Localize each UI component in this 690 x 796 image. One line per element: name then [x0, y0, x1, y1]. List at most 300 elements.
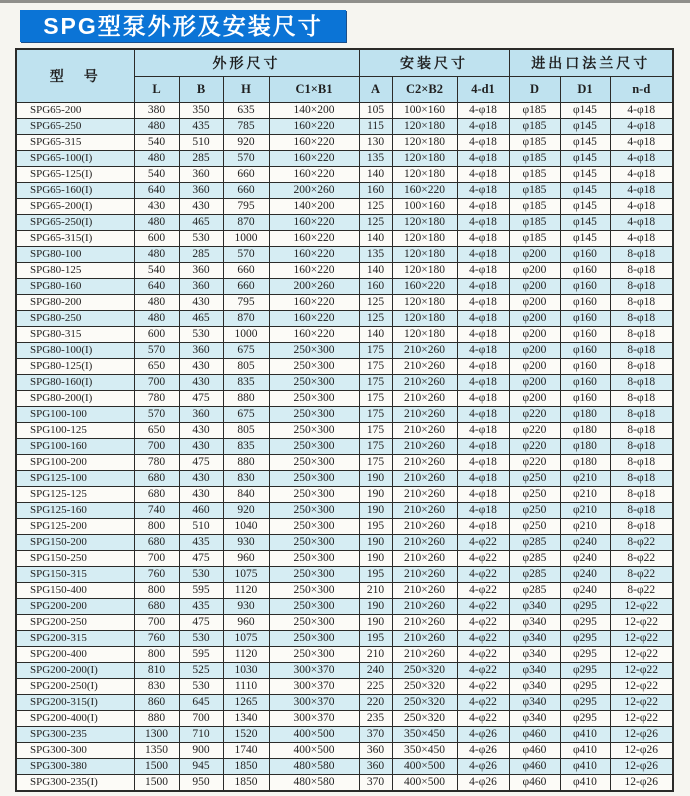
value-cell: φ410 [560, 743, 610, 759]
value-cell: 160×220 [269, 215, 359, 231]
model-cell: SPG300-235(I) [16, 775, 134, 792]
model-cell: SPG150-200 [16, 535, 134, 551]
value-cell: 210×260 [392, 423, 457, 439]
value-cell: 360 [359, 743, 392, 759]
table-row [16, 295, 673, 311]
value-cell: 4-φ18 [457, 199, 509, 215]
value-cell: 210×260 [392, 439, 457, 455]
table-row [16, 103, 673, 119]
table-row [16, 519, 673, 535]
table-row [16, 215, 673, 231]
value-cell: 540 [134, 263, 179, 279]
value-cell: 120×180 [392, 151, 457, 167]
value-cell: 960 [223, 551, 269, 567]
value-cell: 4-φ18 [457, 103, 509, 119]
value-cell: 210 [359, 647, 392, 663]
value-cell: 780 [134, 391, 179, 407]
table-row [16, 679, 673, 695]
value-cell: 175 [359, 455, 392, 471]
table-row [16, 583, 673, 599]
value-cell: 4-φ18 [610, 199, 673, 215]
table-row [16, 535, 673, 551]
value-cell: 8-φ18 [610, 487, 673, 503]
value-cell: 400×500 [392, 775, 457, 792]
model-cell: SPG65-200 [16, 103, 134, 119]
value-cell: 210×260 [392, 631, 457, 647]
value-cell: 4-φ18 [457, 151, 509, 167]
value-cell: 175 [359, 391, 392, 407]
value-cell: φ295 [560, 695, 610, 711]
value-cell: 250×300 [269, 423, 359, 439]
value-cell: 200×260 [269, 279, 359, 295]
value-cell: φ180 [560, 455, 610, 471]
value-cell: 285 [179, 247, 223, 263]
value-cell: 880 [223, 455, 269, 471]
value-cell: 300×370 [269, 679, 359, 695]
column-header-L: L [134, 77, 179, 103]
value-cell: φ410 [560, 759, 610, 775]
value-cell: 795 [223, 199, 269, 215]
value-cell: 250×300 [269, 631, 359, 647]
value-cell: φ180 [560, 439, 610, 455]
value-cell: 4-φ18 [457, 327, 509, 343]
column-group-installation-dimensions: 安装尺寸 [359, 49, 509, 77]
value-cell: φ160 [560, 279, 610, 295]
column-group-flange-dimensions: 进出口法兰尺寸 [509, 49, 673, 77]
value-cell: 160×220 [269, 327, 359, 343]
value-cell: φ185 [509, 151, 560, 167]
model-cell: SPG125-200 [16, 519, 134, 535]
column-header-4-d1: 4-d1 [457, 77, 509, 103]
value-cell: 640 [134, 279, 179, 295]
value-cell: 525 [179, 663, 223, 679]
value-cell: 4-φ18 [610, 183, 673, 199]
value-cell: 4-φ22 [457, 567, 509, 583]
value-cell: 8-φ22 [610, 551, 673, 567]
table-row [16, 391, 673, 407]
value-cell: 510 [179, 135, 223, 151]
value-cell: 4-φ26 [457, 775, 509, 792]
value-cell: φ185 [509, 135, 560, 151]
value-cell: φ210 [560, 487, 610, 503]
value-cell: 430 [179, 359, 223, 375]
value-cell: 530 [179, 231, 223, 247]
value-cell: φ285 [509, 567, 560, 583]
value-cell: 930 [223, 599, 269, 615]
value-cell: 120×180 [392, 215, 457, 231]
value-cell: 250×300 [269, 391, 359, 407]
value-cell: 570 [134, 407, 179, 423]
value-cell: φ160 [560, 295, 610, 311]
value-cell: 120×180 [392, 311, 457, 327]
value-cell: 8-φ22 [610, 583, 673, 599]
value-cell: 4-φ18 [457, 311, 509, 327]
value-cell: 540 [134, 167, 179, 183]
value-cell: 700 [134, 551, 179, 567]
table-row [16, 631, 673, 647]
value-cell: 12-φ22 [610, 711, 673, 727]
value-cell: φ285 [509, 535, 560, 551]
value-cell: φ160 [560, 263, 610, 279]
value-cell: 210×260 [392, 551, 457, 567]
value-cell: 135 [359, 151, 392, 167]
value-cell: 4-φ18 [457, 455, 509, 471]
value-cell: 190 [359, 551, 392, 567]
value-cell: 285 [179, 151, 223, 167]
value-cell: 220 [359, 695, 392, 711]
value-cell: 12-φ22 [610, 647, 673, 663]
value-cell: 190 [359, 615, 392, 631]
value-cell: 4-φ18 [457, 215, 509, 231]
model-cell: SPG80-315 [16, 327, 134, 343]
value-cell: φ145 [560, 119, 610, 135]
model-cell: SPG65-200(I) [16, 199, 134, 215]
value-cell: φ200 [509, 263, 560, 279]
value-cell: φ200 [509, 327, 560, 343]
value-cell: 480 [134, 151, 179, 167]
value-cell: 250×300 [269, 615, 359, 631]
column-header-D1: D1 [560, 77, 610, 103]
value-cell: φ240 [560, 551, 610, 567]
value-cell: 1500 [134, 759, 179, 775]
value-cell: 8-φ18 [610, 471, 673, 487]
value-cell: 240 [359, 663, 392, 679]
value-cell: φ340 [509, 679, 560, 695]
table-row [16, 615, 673, 631]
column-header-H: H [223, 77, 269, 103]
table-row [16, 231, 673, 247]
value-cell: 250×300 [269, 359, 359, 375]
column-header-D: D [509, 77, 560, 103]
value-cell: 1000 [223, 231, 269, 247]
value-cell: 920 [223, 503, 269, 519]
value-cell: 430 [179, 375, 223, 391]
value-cell: 125 [359, 215, 392, 231]
value-cell: 300×370 [269, 711, 359, 727]
value-cell: 175 [359, 439, 392, 455]
table-row [16, 327, 673, 343]
value-cell: 920 [223, 135, 269, 151]
value-cell: 4-φ18 [610, 135, 673, 151]
value-cell: 8-φ22 [610, 567, 673, 583]
model-cell: SPG125-100 [16, 471, 134, 487]
value-cell: 460 [179, 503, 223, 519]
value-cell: 210×260 [392, 583, 457, 599]
model-cell: SPG200-400(I) [16, 711, 134, 727]
value-cell: 210×260 [392, 407, 457, 423]
table-row [16, 199, 673, 215]
spec-table [15, 48, 674, 792]
model-cell: SPG200-250(I) [16, 679, 134, 695]
value-cell: 100×160 [392, 103, 457, 119]
value-cell: 4-φ18 [457, 279, 509, 295]
value-cell: 1500 [134, 775, 179, 792]
value-cell: φ285 [509, 583, 560, 599]
table-row [16, 279, 673, 295]
value-cell: 400×500 [269, 743, 359, 759]
value-cell: 4-φ18 [457, 423, 509, 439]
value-cell: 4-φ18 [457, 391, 509, 407]
table-row [16, 599, 673, 615]
value-cell: 210×260 [392, 615, 457, 631]
value-cell: φ340 [509, 599, 560, 615]
value-cell: 840 [223, 487, 269, 503]
value-cell: 4-φ18 [457, 519, 509, 535]
value-cell: 370 [359, 775, 392, 792]
value-cell: φ160 [560, 359, 610, 375]
value-cell: 430 [179, 423, 223, 439]
value-cell: 660 [223, 183, 269, 199]
value-cell: 12-φ26 [610, 727, 673, 743]
page-title [20, 10, 346, 42]
value-cell: φ250 [509, 519, 560, 535]
value-cell: 4-φ18 [457, 135, 509, 151]
value-cell: 1340 [223, 711, 269, 727]
value-cell: 4-φ26 [457, 759, 509, 775]
value-cell: 430 [134, 199, 179, 215]
value-cell: φ160 [560, 391, 610, 407]
value-cell: 480 [134, 215, 179, 231]
value-cell: 250×300 [269, 535, 359, 551]
value-cell: φ160 [560, 343, 610, 359]
table-row [16, 343, 673, 359]
value-cell: φ295 [560, 711, 610, 727]
value-cell: 430 [179, 439, 223, 455]
value-cell: 350×450 [392, 727, 457, 743]
value-cell: 210×260 [392, 503, 457, 519]
value-cell: 570 [223, 151, 269, 167]
value-cell: 530 [179, 327, 223, 343]
value-cell: 830 [134, 679, 179, 695]
value-cell: φ200 [509, 375, 560, 391]
value-cell: φ220 [509, 423, 560, 439]
value-cell: 650 [134, 359, 179, 375]
table-row [16, 503, 673, 519]
model-cell: SPG200-315 [16, 631, 134, 647]
value-cell: 1075 [223, 567, 269, 583]
value-cell: φ460 [509, 727, 560, 743]
value-cell: 210×260 [392, 471, 457, 487]
value-cell: φ340 [509, 695, 560, 711]
value-cell: 12-φ22 [610, 615, 673, 631]
value-cell: 100×160 [392, 199, 457, 215]
value-cell: 160×220 [269, 151, 359, 167]
value-cell: 12-φ22 [610, 631, 673, 647]
value-cell: 360 [179, 167, 223, 183]
value-cell: 8-φ18 [610, 295, 673, 311]
model-cell: SPG65-100(I) [16, 151, 134, 167]
value-cell: 12-φ26 [610, 759, 673, 775]
value-cell: 860 [134, 695, 179, 711]
model-cell: SPG300-380 [16, 759, 134, 775]
page-title-text: SPG型泵外形及安装尺寸 [43, 13, 323, 39]
value-cell: φ210 [560, 503, 610, 519]
value-cell: φ240 [560, 583, 610, 599]
value-cell: 805 [223, 359, 269, 375]
value-cell: 4-φ22 [457, 711, 509, 727]
value-cell: 4-φ18 [457, 439, 509, 455]
table-row [16, 423, 673, 439]
value-cell: 1110 [223, 679, 269, 695]
value-cell: 830 [223, 471, 269, 487]
value-cell: 175 [359, 423, 392, 439]
value-cell: φ185 [509, 167, 560, 183]
value-cell: 430 [179, 487, 223, 503]
value-cell: 210×260 [392, 535, 457, 551]
value-cell: 570 [223, 247, 269, 263]
value-cell: φ145 [560, 135, 610, 151]
value-cell: 8-φ18 [610, 247, 673, 263]
value-cell: 4-φ18 [457, 407, 509, 423]
value-cell: φ210 [560, 471, 610, 487]
table-header [16, 49, 673, 103]
value-cell: 4-φ22 [457, 695, 509, 711]
value-cell: 1120 [223, 647, 269, 663]
table-row [16, 647, 673, 663]
value-cell: 400×500 [269, 727, 359, 743]
value-cell: 785 [223, 119, 269, 135]
table-row [16, 487, 673, 503]
value-cell: 210×260 [392, 359, 457, 375]
value-cell: 1075 [223, 631, 269, 647]
value-cell: φ460 [509, 775, 560, 792]
value-cell: φ295 [560, 615, 610, 631]
value-cell: 12-φ22 [610, 663, 673, 679]
value-cell: 1030 [223, 663, 269, 679]
value-cell: 250×300 [269, 471, 359, 487]
model-cell: SPG200-400 [16, 647, 134, 663]
value-cell: φ145 [560, 231, 610, 247]
value-cell: 4-φ18 [610, 151, 673, 167]
value-cell: 250×300 [269, 599, 359, 615]
model-cell: SPG150-315 [16, 567, 134, 583]
value-cell: 4-φ18 [457, 295, 509, 311]
value-cell: 900 [179, 743, 223, 759]
model-cell: SPG200-315(I) [16, 695, 134, 711]
model-cell: SPG150-250 [16, 551, 134, 567]
value-cell: 740 [134, 503, 179, 519]
value-cell: φ250 [509, 471, 560, 487]
value-cell: 1265 [223, 695, 269, 711]
value-cell: 8-φ18 [610, 407, 673, 423]
value-cell: 510 [179, 519, 223, 535]
value-cell: 950 [179, 775, 223, 792]
value-cell: 435 [179, 119, 223, 135]
value-cell: 125 [359, 311, 392, 327]
value-cell: 140×200 [269, 103, 359, 119]
value-cell: 360 [179, 407, 223, 423]
value-cell: φ220 [509, 455, 560, 471]
value-cell: 8-φ18 [610, 375, 673, 391]
value-cell: 4-φ18 [610, 231, 673, 247]
value-cell: 250×300 [269, 439, 359, 455]
value-cell: 1040 [223, 519, 269, 535]
value-cell: 4-φ18 [610, 103, 673, 119]
value-cell: 190 [359, 599, 392, 615]
table-row [16, 311, 673, 327]
table-row [16, 551, 673, 567]
value-cell: 12-φ22 [610, 695, 673, 711]
value-cell: 250×300 [269, 487, 359, 503]
value-cell: φ185 [509, 103, 560, 119]
value-cell: φ200 [509, 359, 560, 375]
value-cell: 350×450 [392, 743, 457, 759]
value-cell: 195 [359, 519, 392, 535]
table-row [16, 247, 673, 263]
value-cell: 130 [359, 135, 392, 151]
value-cell: 700 [134, 439, 179, 455]
value-cell: φ240 [560, 567, 610, 583]
model-cell: SPG100-125 [16, 423, 134, 439]
table-row [16, 183, 673, 199]
value-cell: 360 [359, 759, 392, 775]
value-cell: 480 [134, 119, 179, 135]
value-cell: 160×220 [392, 279, 457, 295]
table-row [16, 743, 673, 759]
value-cell: 800 [134, 519, 179, 535]
value-cell: 760 [134, 567, 179, 583]
value-cell: 360 [179, 183, 223, 199]
column-header-B: B [179, 77, 223, 103]
value-cell: 4-φ18 [457, 487, 509, 503]
model-cell: SPG65-250 [16, 119, 134, 135]
value-cell: φ145 [560, 103, 610, 119]
value-cell: 120×180 [392, 119, 457, 135]
value-cell: 4-φ18 [457, 471, 509, 487]
value-cell: 4-φ18 [610, 119, 673, 135]
value-cell: 880 [134, 711, 179, 727]
value-cell: 1520 [223, 727, 269, 743]
value-cell: 175 [359, 359, 392, 375]
value-cell: 160×220 [269, 247, 359, 263]
value-cell: 4-φ22 [457, 599, 509, 615]
value-cell: 210×260 [392, 647, 457, 663]
value-cell: 4-φ22 [457, 583, 509, 599]
value-cell: φ180 [560, 423, 610, 439]
value-cell: φ460 [509, 743, 560, 759]
table-row [16, 695, 673, 711]
table-row [16, 775, 673, 792]
value-cell: 700 [134, 375, 179, 391]
value-cell: 465 [179, 215, 223, 231]
value-cell: 175 [359, 407, 392, 423]
value-cell: 175 [359, 375, 392, 391]
value-cell: 250×300 [269, 647, 359, 663]
value-cell: 680 [134, 471, 179, 487]
value-cell: 120×180 [392, 247, 457, 263]
value-cell: φ220 [509, 407, 560, 423]
value-cell: 12-φ22 [610, 599, 673, 615]
value-cell: 480×580 [269, 775, 359, 792]
value-cell: φ295 [560, 679, 610, 695]
value-cell: 530 [179, 567, 223, 583]
value-cell: 4-φ18 [457, 247, 509, 263]
value-cell: 120×180 [392, 327, 457, 343]
value-cell: 4-φ18 [457, 359, 509, 375]
value-cell: 480 [134, 311, 179, 327]
value-cell: 645 [179, 695, 223, 711]
value-cell: 4-φ18 [457, 231, 509, 247]
table-row [16, 135, 673, 151]
value-cell: 1000 [223, 327, 269, 343]
table-row [16, 727, 673, 743]
value-cell: φ145 [560, 215, 610, 231]
value-cell: 660 [223, 263, 269, 279]
value-cell: 945 [179, 759, 223, 775]
value-cell: 135 [359, 247, 392, 263]
value-cell: 4-φ18 [610, 167, 673, 183]
value-cell: φ285 [509, 551, 560, 567]
